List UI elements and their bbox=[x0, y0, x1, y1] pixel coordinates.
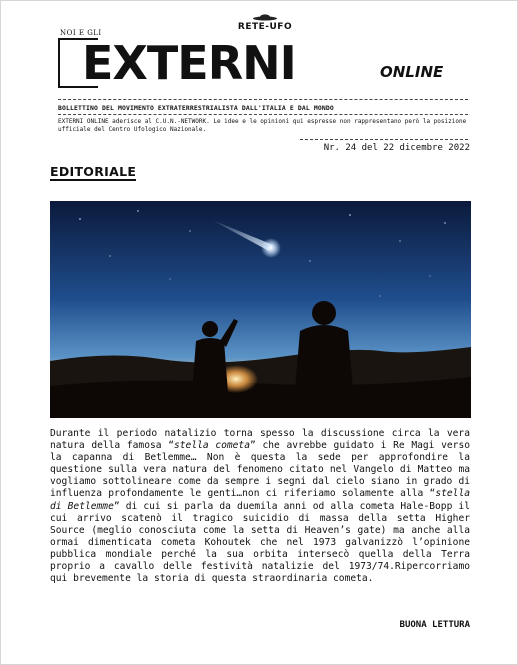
masthead-title-suffix: ONLINE bbox=[380, 63, 444, 81]
masthead-disclaimer: EXTERNI ONLINE aderisce al C.U.N.-NETWORK. Le idee e le opinioni qui espresse non rappresentano però la posizione ufficiale del Centro Ufologico Nazionale. bbox=[58, 118, 467, 133]
comet-illustration bbox=[50, 201, 471, 418]
noi-e-gli-label: NOI E GLI bbox=[60, 29, 102, 37]
rete-ufo-logo bbox=[226, 14, 304, 32]
masthead-subtitle: BOLLETTINO DEL MOVIMENTO EXTRATERRESTRIALISTA DALL'ITALIA E DAL MONDO bbox=[58, 104, 334, 112]
article-body-part-3: ” di cui si parla da duemila anni od alla cometa Hale-Bopp il cui arrivo scatenò il tragico suicidio di massa della setta Higher Source (meglio conosciuta come la setta di Heaven’s gate) ma anche alla ormai dimenticata cometa Kohoutek che nel 1973 galvanizzò l’opinione pubblica mondiale perché la sua orbita intersecò quella della Terra proprio a cavallo delle festività natalizie del 1973/74.Ripercorriamo qui brevemente la storia di questa straordinaria cometa. bbox=[50, 500, 470, 585]
masthead-rule-mid bbox=[58, 114, 468, 115]
rete-ufo-label: RETE-UFO bbox=[237, 22, 293, 32]
masthead-rule-top bbox=[58, 99, 468, 100]
issue-rule bbox=[300, 139, 468, 140]
section-title: EDITORIALE bbox=[50, 164, 137, 179]
article-body-part-1: Durante il periodo natalizio torna spesso la discussione circa la vera natura della famosa “ bbox=[50, 428, 470, 452]
comet-nucleus bbox=[261, 238, 281, 258]
article-body bbox=[50, 428, 470, 585]
article-emphasis-stella-cometa: stella cometa bbox=[174, 440, 250, 452]
closing-line: BUONA LETTURA bbox=[399, 620, 470, 630]
issue-number: Nr. 24 del 22 dicembre 2022 bbox=[323, 143, 470, 153]
ufo-icon bbox=[252, 14, 278, 21]
article-body-part-2: ” che avrebbe guidato i Re Magi verso la capanna di Betlemme… Non è questa la sede per approfondire la questione sulla vera natura del fenomeno citato nel Vangelo di Matteo ma vogliamo sottolineare come da sempre i segni dal cielo siano in grado di influenza profondamente le genti…non ci riferiamo solamente alla “ bbox=[50, 440, 471, 500]
comet-scene bbox=[50, 201, 471, 418]
masthead-title: EXTERNI bbox=[82, 36, 296, 90]
article-emphasis-stella-betlemme: stella di Betlemme bbox=[50, 488, 470, 512]
